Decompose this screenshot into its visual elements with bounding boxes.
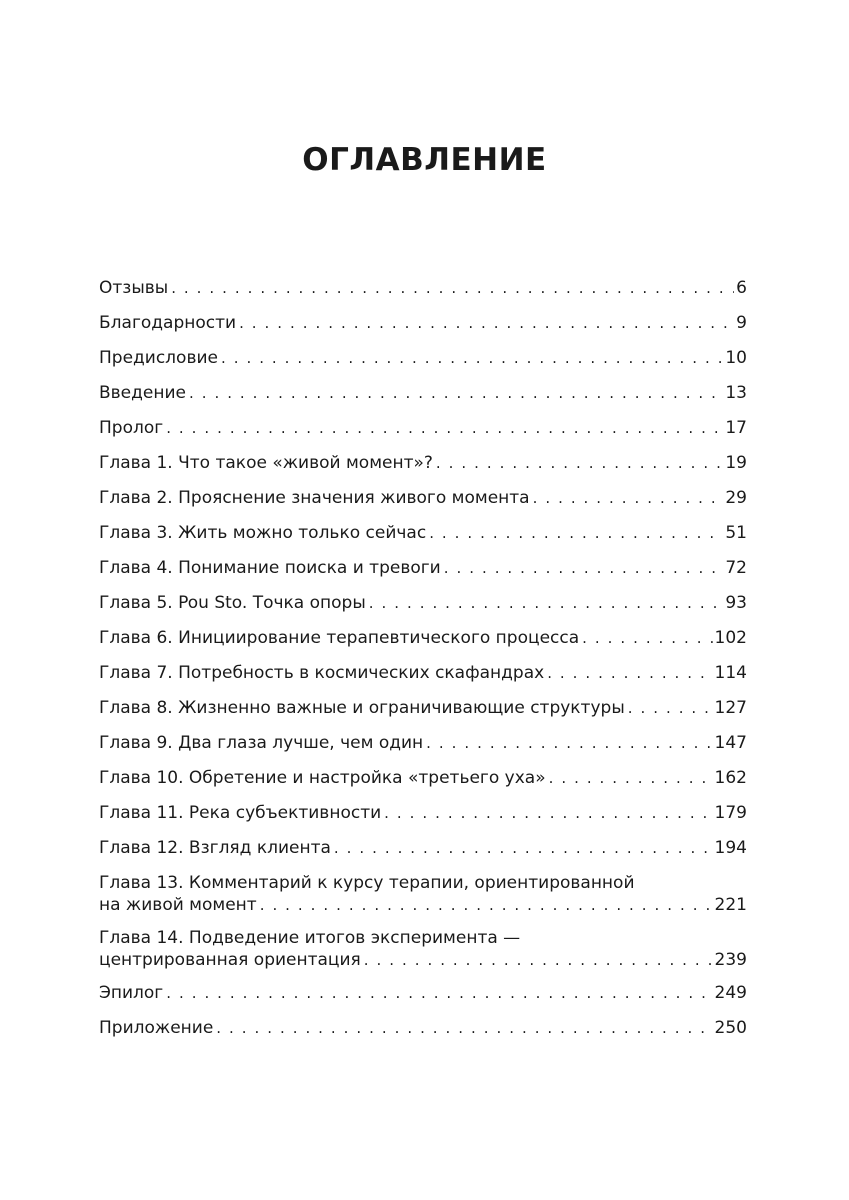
toc-entry-chapter-2[interactable] <box>99 487 747 509</box>
toc-page-number: 72 <box>725 558 747 578</box>
toc-page-number: 249 <box>714 983 747 1003</box>
toc-entry-chapter-7[interactable] <box>99 662 747 684</box>
toc-page-number: 19 <box>725 453 747 473</box>
dot-leader <box>334 837 713 859</box>
dot-leader <box>166 982 712 1004</box>
toc-entry-title: Благодарности <box>99 313 237 333</box>
toc-entry-chapter-8[interactable] <box>99 697 747 719</box>
toc-entry-title-line-1: Глава 14. Подведение итогов эксперимента — <box>99 928 521 948</box>
toc-entry-chapter-14[interactable] <box>99 927 747 971</box>
toc-entry-title-line-2: на живой момент <box>99 895 257 915</box>
toc-page-number: 102 <box>714 628 747 648</box>
toc-page-number: 250 <box>714 1018 747 1038</box>
dot-leader <box>582 627 712 649</box>
toc-page-number: 51 <box>725 523 747 543</box>
toc-page-number: 114 <box>714 663 747 683</box>
dot-leader <box>384 802 712 824</box>
dot-leader <box>547 662 712 684</box>
toc-entry-title: Приложение <box>99 1018 214 1038</box>
toc-page-number: 239 <box>714 950 747 970</box>
toc-page-number: 162 <box>714 768 747 788</box>
toc-page-number: 179 <box>714 803 747 823</box>
toc-entry-title: Глава 11. Река субъективности <box>99 803 382 823</box>
toc-page-number: 147 <box>714 733 747 753</box>
dot-leader <box>426 732 712 754</box>
toc-page-number: 9 <box>736 313 747 333</box>
toc-entry-prologue[interactable] <box>99 417 747 439</box>
toc-entry-title: Глава 9. Два глаза лучше, чем один <box>99 733 424 753</box>
toc-entry-title: Глава 4. Понимание поиска и тревоги <box>99 558 441 578</box>
toc-entry-chapter-11[interactable] <box>99 802 747 824</box>
toc-entry-title: Глава 1. Что такое «живой момент»? <box>99 453 433 473</box>
toc-entry-title: Предисловие <box>99 348 218 368</box>
dot-leader <box>364 949 713 971</box>
toc-entry-title: Глава 10. Обретение и настройка «третьего уха» <box>99 768 546 788</box>
toc-entry-chapter-3[interactable] <box>99 522 747 544</box>
toc-entry-title: Глава 5. Pou Sto. Точка опоры <box>99 593 366 613</box>
toc-entry-title-line-2: центрированная ориентация <box>99 950 361 970</box>
toc-entry-foreword[interactable] <box>99 347 747 369</box>
toc-entry-chapter-6[interactable] <box>99 627 747 649</box>
toc-entry-title: Пролог <box>99 418 164 438</box>
dot-leader <box>171 277 734 299</box>
toc-entry-chapter-1[interactable] <box>99 452 747 474</box>
toc-entry-title-line-1: Глава 13. Комментарий к курсу терапии, ориентированной <box>99 873 635 893</box>
toc-entry-title: Глава 6. Инициирование терапевтического процесса <box>99 628 580 648</box>
toc-entry-chapter-10[interactable] <box>99 767 747 789</box>
toc-entry-epilogue[interactable] <box>99 982 747 1004</box>
dot-leader <box>436 452 723 474</box>
toc-entry-acknowledgements[interactable] <box>99 312 747 334</box>
toc-entry-chapter-5[interactable] <box>99 592 747 614</box>
toc-entry-chapter-4[interactable] <box>99 557 747 579</box>
toc-entry-title: Отзывы <box>99 278 169 298</box>
dot-leader <box>189 382 723 404</box>
toc-entry-reviews[interactable] <box>99 277 747 299</box>
dot-leader <box>628 697 713 719</box>
dot-leader <box>216 1017 712 1039</box>
toc-entry-chapter-13[interactable] <box>99 872 747 916</box>
dot-leader <box>260 894 713 916</box>
toc-page-number: 29 <box>725 488 747 508</box>
toc-page-number: 17 <box>725 418 747 438</box>
toc-page-number: 10 <box>725 348 747 368</box>
toc-entry-title: Глава 12. Взгляд клиента <box>99 838 331 858</box>
dot-leader <box>221 347 723 369</box>
dot-leader <box>239 312 734 334</box>
toc-entry-title: Глава 2. Прояснение значения живого момента <box>99 488 530 508</box>
toc-entry-title: Введение <box>99 383 186 403</box>
toc-page-number: 221 <box>714 895 747 915</box>
toc-entry-introduction[interactable] <box>99 382 747 404</box>
dot-leader <box>444 557 724 579</box>
toc-entry-title: Эпилог <box>99 983 164 1003</box>
toc-page-number: 127 <box>714 698 747 718</box>
toc-page-number: 194 <box>714 838 747 858</box>
toc-entry-title: Глава 3. Жить можно только сейчас <box>99 523 427 543</box>
dot-leader <box>369 592 724 614</box>
dot-leader <box>533 487 724 509</box>
toc-entry-chapter-9[interactable] <box>99 732 747 754</box>
page-title: ОГЛАВЛЕНИЕ <box>302 142 547 178</box>
toc-page-number: 93 <box>725 593 747 613</box>
dot-leader <box>549 767 713 789</box>
dot-leader <box>166 417 723 439</box>
dot-leader <box>429 522 723 544</box>
toc-page-number: 13 <box>725 383 747 403</box>
toc-page-number: 6 <box>736 278 747 298</box>
toc-entry-chapter-12[interactable] <box>99 837 747 859</box>
toc-entry-title: Глава 7. Потребность в космических скафандрах <box>99 663 545 683</box>
table-of-contents <box>99 277 747 1052</box>
toc-entry-title: Глава 8. Жизненно важные и ограничивающие структуры <box>99 698 625 718</box>
toc-entry-appendix[interactable] <box>99 1017 747 1039</box>
